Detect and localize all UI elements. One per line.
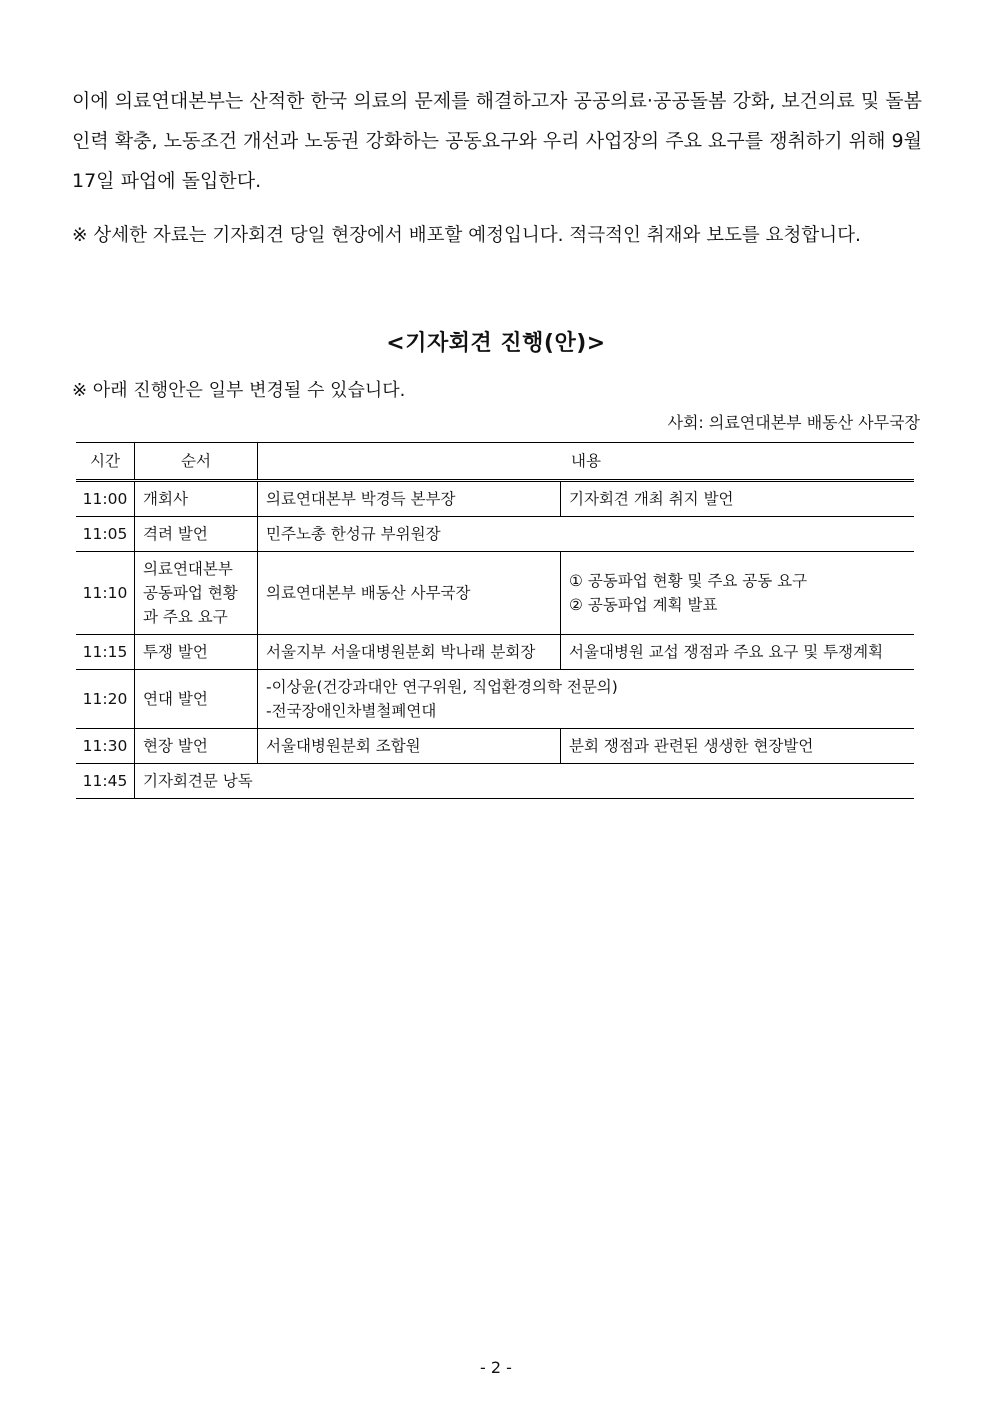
agenda-header-row <box>76 443 914 481</box>
row-detail: 분회 쟁점과 관련된 생생한 현장발언 <box>561 729 915 764</box>
row-order: 현장 발언 <box>135 729 258 764</box>
row-detail: 기자회견 개최 취지 발언 <box>561 481 915 517</box>
row-time: 11:00 <box>76 481 135 517</box>
row-content <box>258 670 915 729</box>
header-content: 내용 <box>258 443 915 481</box>
row-content: 기자회견문 낭독 <box>135 764 915 799</box>
row-order: 개회사 <box>135 481 258 517</box>
row-order: 연대 발언 <box>135 670 258 729</box>
row-time: 11:20 <box>76 670 135 729</box>
header-order: 순서 <box>135 443 258 481</box>
row-speaker: 민주노총 한성규 부위원장 <box>258 517 915 552</box>
row-order: 격려 발언 <box>135 517 258 552</box>
row-detail <box>561 552 915 635</box>
row-time: 11:15 <box>76 635 135 670</box>
agenda-row <box>76 517 914 552</box>
agenda-table <box>76 442 914 799</box>
row-order <box>135 552 258 635</box>
row-speaker: 의료연대본부 박경득 본부장 <box>258 481 561 517</box>
agenda-row <box>76 729 914 764</box>
row-content-line: -전국장애인차별철폐연대 <box>266 702 437 720</box>
row-detail-line: ① 공동파업 현황 및 주요 공동 요구 <box>569 572 808 590</box>
row-time: 11:10 <box>76 552 135 635</box>
row-speaker: 의료연대본부 배동산 사무국장 <box>258 552 561 635</box>
agenda-row <box>76 635 914 670</box>
row-order-line: 과 주요 요구 <box>143 608 228 626</box>
agenda-host: 사회: 의료연대본부 배동산 사무국장 <box>667 413 920 432</box>
intro-note: ※ 상세한 자료는 기자회견 당일 현장에서 배포할 예정입니다. 적극적인 취재와 보도를 요청합니다. <box>72 224 861 246</box>
agenda-title: <기자회견 진행(안)> <box>386 331 606 356</box>
agenda-row <box>76 481 914 517</box>
agenda-row <box>76 552 914 635</box>
agenda-row <box>76 670 914 729</box>
row-order: 투쟁 발언 <box>135 635 258 670</box>
header-time: 시간 <box>76 443 135 481</box>
row-order-line: 의료연대본부 <box>143 560 233 578</box>
row-order-line: 공동파업 현황 <box>143 584 238 602</box>
row-detail: 서울대병원 교섭 쟁점과 주요 요구 및 투쟁계획 <box>561 635 915 670</box>
row-detail-line: ② 공동파업 계획 발표 <box>569 596 718 614</box>
row-content-line: -이상윤(건강과대안 연구위원, 직업환경의학 전문의) <box>266 678 618 696</box>
page-number: - 2 - <box>480 1358 512 1377</box>
row-time: 11:05 <box>76 517 135 552</box>
intro-paragraph: 이에 의료연대본부는 산적한 한국 의료의 문제를 해결하고자 공공의료·공공돌봄 강화, 보건의료 및 돌봄 인력 확충, 노동조건 개선과 노동권 강화하는 공동요구와 우리 사업장의 주요 요구를 쟁취하기 위해 9월 17일 파업에 돌입한다. <box>72 90 922 192</box>
agenda-row <box>76 764 914 799</box>
row-speaker: 서울지부 서울대병원분회 박나래 분회장 <box>258 635 561 670</box>
row-speaker: 서울대병원분회 조합원 <box>258 729 561 764</box>
row-time: 11:45 <box>76 764 135 799</box>
row-time: 11:30 <box>76 729 135 764</box>
agenda-change-note: ※ 아래 진행안은 일부 변경될 수 있습니다. <box>72 380 406 401</box>
